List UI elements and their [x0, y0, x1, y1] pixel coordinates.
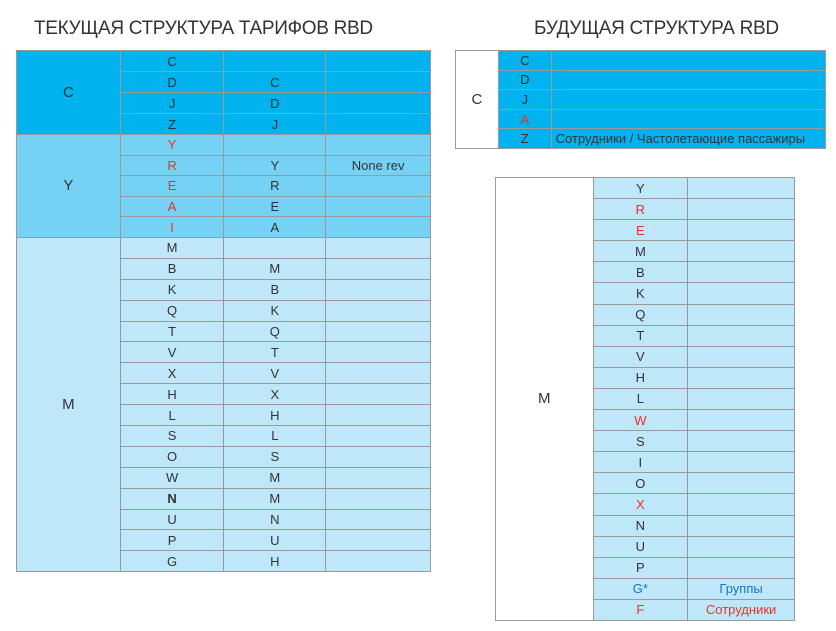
note-cell	[326, 72, 431, 93]
note-cell	[688, 452, 795, 473]
note-cell	[688, 220, 795, 241]
booking-class-cell: O	[120, 446, 224, 467]
note-cell	[326, 279, 431, 300]
booking-class-cell: M	[593, 241, 688, 262]
booking-class-cell: Y	[120, 135, 224, 156]
mapped-class-cell: H	[224, 551, 326, 572]
booking-class-cell: G	[120, 551, 224, 572]
mapped-class-cell: N	[224, 509, 326, 530]
booking-class-cell: T	[593, 325, 688, 346]
table-row	[17, 237, 431, 258]
mapped-class-cell: B	[224, 279, 326, 300]
note-cell	[326, 384, 431, 405]
table-row	[456, 109, 826, 129]
note-cell	[326, 300, 431, 321]
mapped-class-cell: E	[224, 196, 326, 217]
booking-class-cell: W	[120, 467, 224, 488]
booking-class-cell: E	[120, 176, 224, 197]
booking-class-cell: E	[593, 220, 688, 241]
future-rbd-m-table	[495, 177, 795, 621]
booking-class-cell: W	[593, 410, 688, 431]
booking-class-cell: S	[593, 431, 688, 452]
booking-class-cell: F	[593, 599, 688, 620]
booking-class-cell: D	[498, 70, 551, 90]
mapped-class-cell: H	[224, 405, 326, 426]
note-cell	[326, 135, 431, 156]
note-cell	[326, 196, 431, 217]
note-cell	[326, 51, 431, 72]
note-cell	[688, 178, 795, 199]
mapped-class-cell: U	[224, 530, 326, 551]
table-row	[456, 90, 826, 110]
left-title: ТЕКУЩАЯ СТРУКТУРА ТАРИФОВ RBD	[34, 18, 373, 39]
booking-class-cell: H	[593, 367, 688, 388]
note-cell	[326, 363, 431, 384]
mapped-class-cell	[224, 135, 326, 156]
booking-class-cell: L	[593, 388, 688, 409]
mapped-class-cell: X	[224, 384, 326, 405]
cabin-class-cell: M	[17, 237, 121, 571]
note-cell: None rev	[326, 155, 431, 176]
note-cell	[551, 70, 825, 90]
note-cell	[688, 199, 795, 220]
note-cell	[688, 262, 795, 283]
booking-class-cell: M	[120, 237, 224, 258]
current-rbd-table	[16, 50, 431, 572]
booking-class-cell: O	[593, 473, 688, 494]
booking-class-cell: I	[120, 217, 224, 238]
booking-class-cell: Z	[120, 114, 224, 135]
note-cell	[326, 237, 431, 258]
mapped-class-cell: C	[224, 72, 326, 93]
note-cell	[326, 551, 431, 572]
mapped-class-cell: S	[224, 446, 326, 467]
booking-class-cell: J	[498, 90, 551, 110]
cabin-class-cell: C	[456, 51, 499, 149]
table-row	[456, 129, 826, 149]
booking-class-cell: T	[120, 321, 224, 342]
note-cell	[326, 321, 431, 342]
booking-class-cell: B	[120, 258, 224, 279]
future-rbd-c-table	[455, 50, 826, 149]
note-cell	[326, 342, 431, 363]
note-cell	[551, 90, 825, 110]
booking-class-cell: P	[593, 557, 688, 578]
note-cell	[688, 431, 795, 452]
note-cell	[551, 51, 825, 71]
note-cell	[688, 304, 795, 325]
note-cell	[326, 488, 431, 509]
cabin-class-cell: C	[17, 51, 121, 135]
booking-class-cell: H	[120, 384, 224, 405]
note-cell	[326, 258, 431, 279]
booking-class-cell: A	[120, 196, 224, 217]
mapped-class-cell: T	[224, 342, 326, 363]
mapped-class-cell: M	[224, 258, 326, 279]
booking-class-cell: I	[593, 452, 688, 473]
note-cell	[326, 217, 431, 238]
note-cell	[688, 494, 795, 515]
booking-class-cell: V	[593, 346, 688, 367]
note-cell	[688, 367, 795, 388]
note-cell	[326, 425, 431, 446]
booking-class-cell: J	[120, 93, 224, 114]
note-cell	[688, 557, 795, 578]
table-row	[456, 70, 826, 90]
mapped-class-cell: A	[224, 217, 326, 238]
booking-class-cell: Z	[498, 129, 551, 149]
note-cell	[326, 467, 431, 488]
booking-class-cell: G*	[593, 578, 688, 599]
booking-class-cell: R	[593, 199, 688, 220]
note-cell	[688, 473, 795, 494]
table-row	[17, 51, 431, 72]
note-cell	[688, 536, 795, 557]
mapped-class-cell: Q	[224, 321, 326, 342]
mapped-class-cell: V	[224, 363, 326, 384]
table-row	[496, 178, 795, 199]
booking-class-cell: D	[120, 72, 224, 93]
mapped-class-cell: D	[224, 93, 326, 114]
right-title: БУДУЩАЯ СТРУКТУРА RBD	[534, 18, 779, 39]
note-cell	[688, 515, 795, 536]
booking-class-cell: P	[120, 530, 224, 551]
note-cell: Группы	[688, 578, 795, 599]
booking-class-cell: X	[593, 494, 688, 515]
mapped-class-cell	[224, 237, 326, 258]
booking-class-cell: K	[120, 279, 224, 300]
note-cell	[326, 114, 431, 135]
note-cell: Сотрудники / Частолетающие пассажиры	[551, 129, 825, 149]
note-cell	[551, 109, 825, 129]
note-cell	[326, 530, 431, 551]
booking-class-cell: Y	[593, 178, 688, 199]
mapped-class-cell: J	[224, 114, 326, 135]
mapped-class-cell: K	[224, 300, 326, 321]
booking-class-cell: N	[593, 515, 688, 536]
mapped-class-cell: R	[224, 176, 326, 197]
note-cell	[688, 283, 795, 304]
note-cell	[688, 325, 795, 346]
booking-class-cell: C	[120, 51, 224, 72]
booking-class-cell: U	[120, 509, 224, 530]
note-cell	[326, 509, 431, 530]
booking-class-cell: V	[120, 342, 224, 363]
cabin-class-cell: M	[496, 178, 594, 621]
mapped-class-cell: M	[224, 467, 326, 488]
cabin-class-cell: Y	[17, 135, 121, 238]
mapped-class-cell	[224, 51, 326, 72]
note-cell	[688, 388, 795, 409]
table-row	[17, 135, 431, 156]
note-cell	[688, 346, 795, 367]
note-cell	[326, 176, 431, 197]
note-cell: Сотрудники	[688, 599, 795, 620]
booking-class-cell: N	[120, 488, 224, 509]
note-cell	[326, 405, 431, 426]
booking-class-cell: Q	[120, 300, 224, 321]
note-cell	[688, 241, 795, 262]
booking-class-cell: L	[120, 405, 224, 426]
booking-class-cell: B	[593, 262, 688, 283]
mapped-class-cell: Y	[224, 155, 326, 176]
mapped-class-cell: M	[224, 488, 326, 509]
table-row	[456, 51, 826, 71]
booking-class-cell: Q	[593, 304, 688, 325]
mapped-class-cell: L	[224, 425, 326, 446]
booking-class-cell: A	[498, 109, 551, 129]
booking-class-cell: S	[120, 425, 224, 446]
booking-class-cell: X	[120, 363, 224, 384]
booking-class-cell: C	[498, 51, 551, 71]
booking-class-cell: R	[120, 155, 224, 176]
booking-class-cell: K	[593, 283, 688, 304]
note-cell	[326, 446, 431, 467]
booking-class-cell: U	[593, 536, 688, 557]
note-cell	[688, 410, 795, 431]
note-cell	[326, 93, 431, 114]
